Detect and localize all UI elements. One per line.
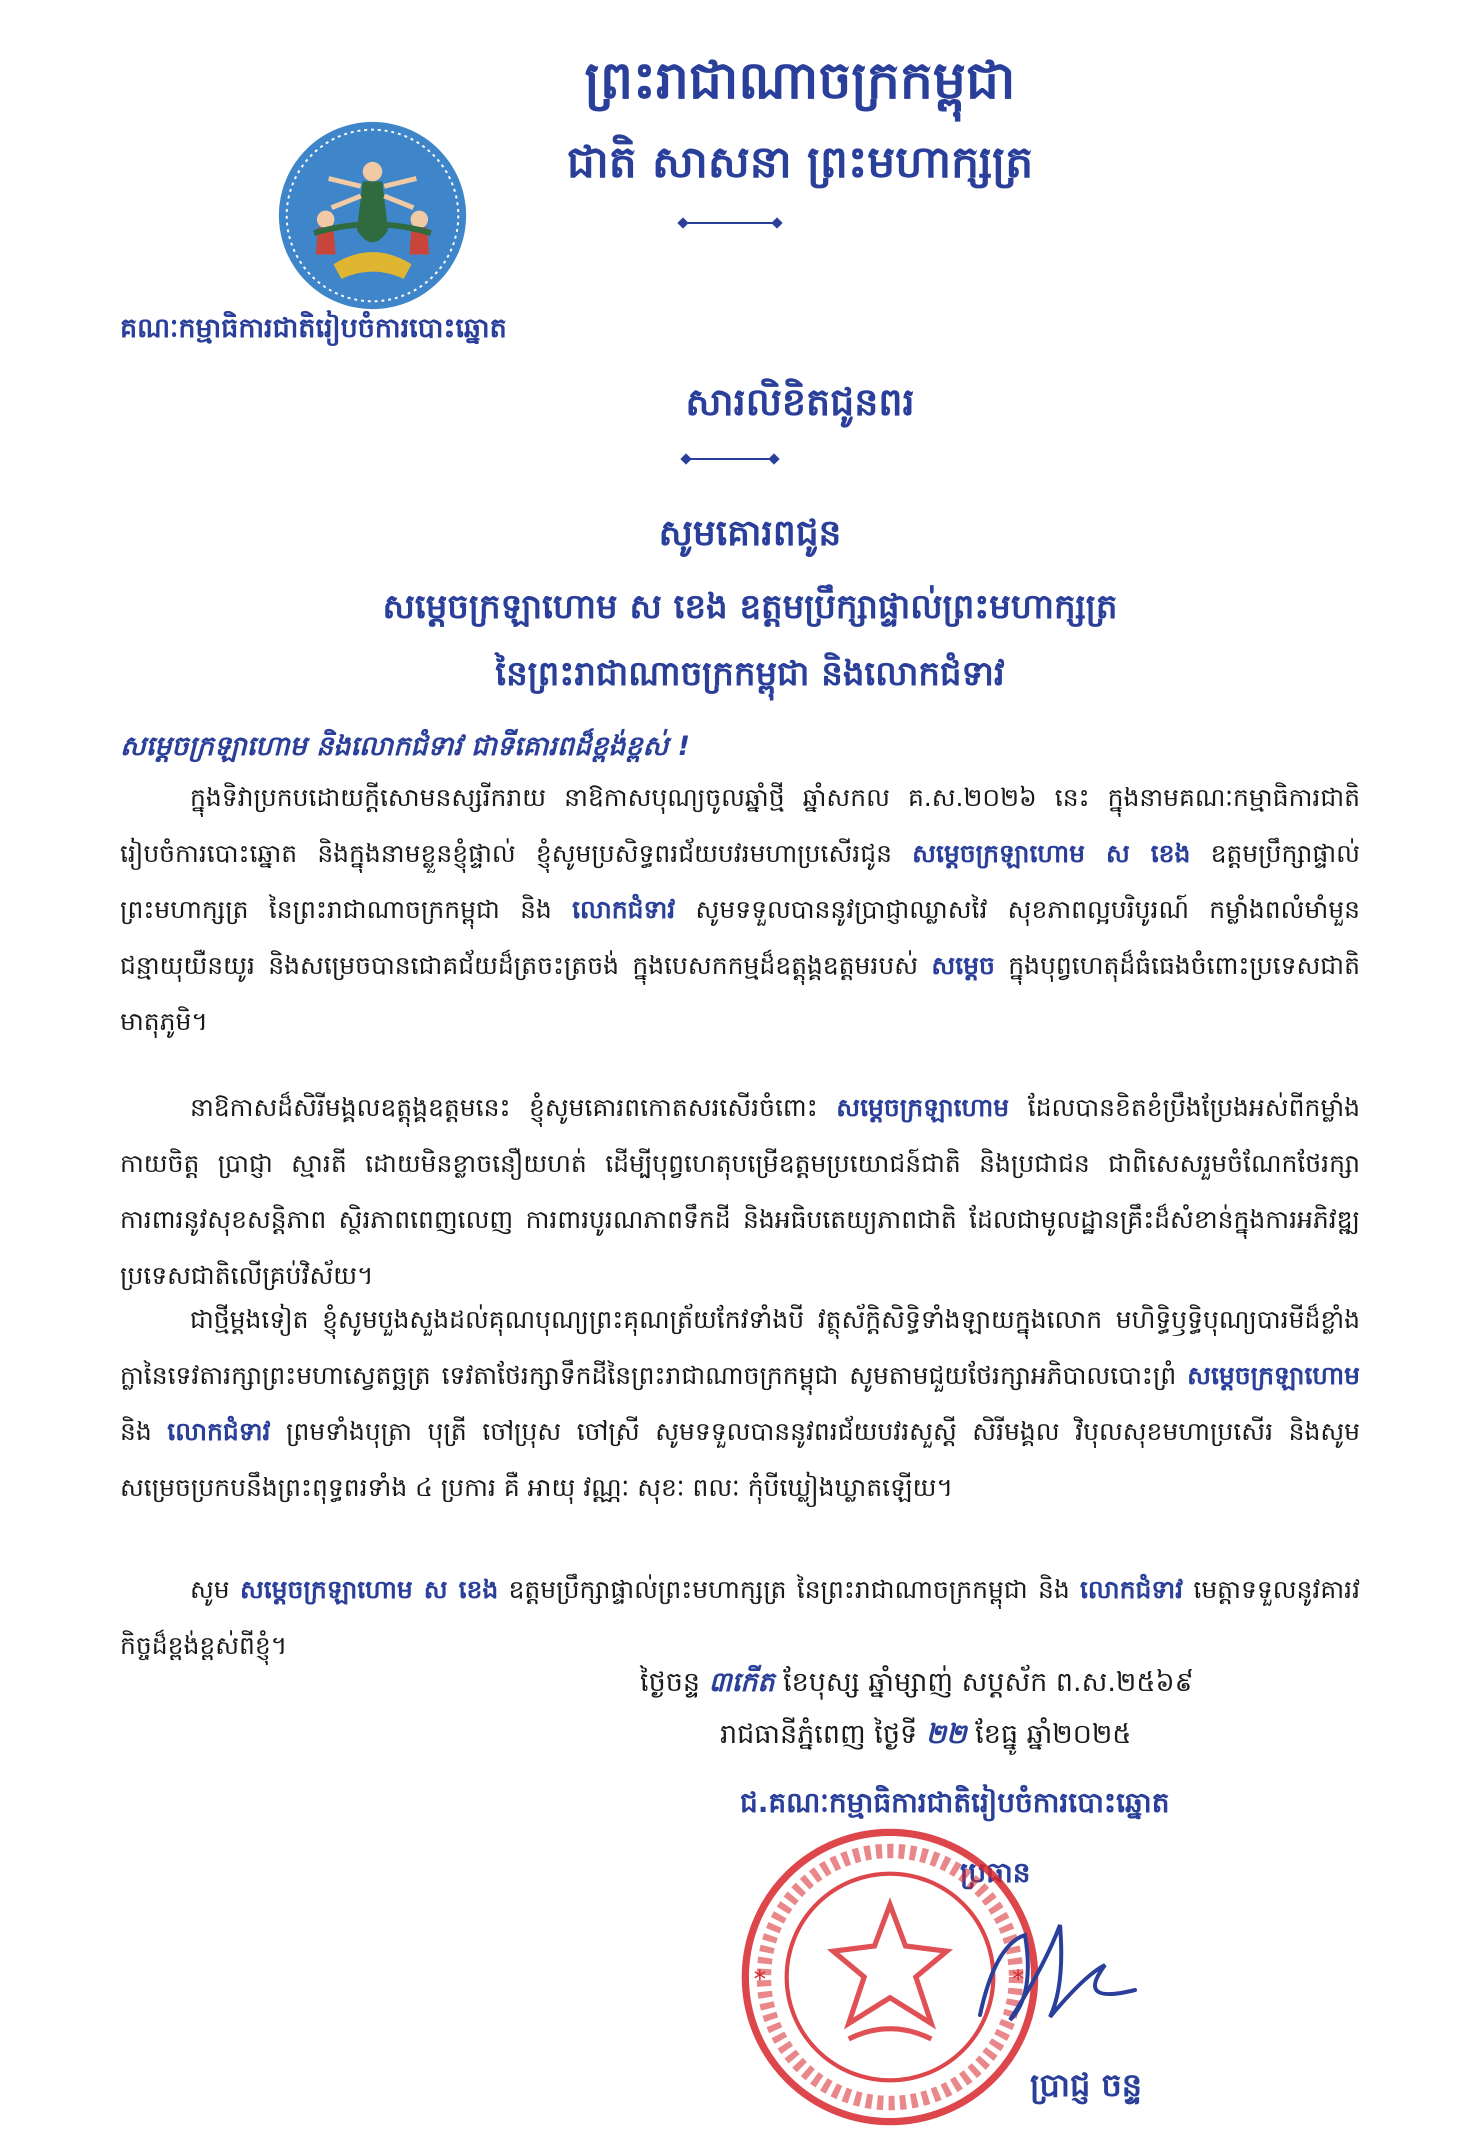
p1-text-4: ក្នុងបុព្វហេតុដ៏ធំធេងចំពោះប្រទេសជាតិមាតុភូមិ។ [120, 951, 1360, 1036]
p4-text-1: សូម [190, 1575, 240, 1604]
salutation: សម្តេចក្រឡាហោម និងលោកជំទាវ ជាទីគោរពដ៏ខ្ពង់ខ្ពស់ ! [120, 731, 690, 762]
lunar-year: ឆ្នាំម្សាញ់ សប្តស័ក ព.ស.២៥៦៩ [868, 1667, 1194, 1698]
lunar-date-prefix: ថ្ងៃចន្ទ [640, 1667, 709, 1698]
handwritten-signature [965, 1905, 1145, 2035]
p4-text-3: មេត្តាទទួលនូវគារវកិច្ចដ៏ខ្ពង់ខ្ពស់ពីខ្ញុំ។ [120, 1575, 1361, 1660]
signatory-organization: ជ.គណៈកម្មាធិការជាតិរៀបចំការបោះឆ្នោត [740, 1786, 1170, 1819]
p1-text-3: សូមទទួលបាននូវប្រាជ្ញាឈ្លាសវៃ សុខភាពល្អបរិបូរណ៍ កម្លាំងពលំមាំមួន ជន្មាយុយឺនយូរ និងសម្រេចបានជោគជ័យដ៏ត្រចះត្រចង់ ក្នុងបេសកកម្មដ៏ឧត្តុង្គឧត្តមរបស់ [120, 895, 1360, 980]
p3-text-1: ជាថ្មីម្តងទៀត ខ្ញុំសូមបួងសួងដល់គុណបុណ្យព្រះគុណត្រ័យកែវទាំងបី វត្ថុស័ក្តិសិទ្ធិទាំងឡាយក្នុងលោក មហិទ្ធិឫទ្ធិបុណ្យបារមីដ៏ខ្លាំងក្លានៃទេវតារក្សាព្រះមហាស្វេតច្ឆត្រ ទេវតាថែរក្សាទឹកដីនៃព្រះរាជាណាចក្រកម្ពុជា សូមតាមជួយថែរក្សាអភិបាលបោះព្រំ [120, 1305, 1360, 1390]
committee-name: គណៈកម្មាធិការជាតិរៀបចំការបោះឆ្នោត [120, 313, 507, 344]
p1-bold-2: លោកជំទាវ [572, 895, 676, 924]
kingdom-heading: ព្រះរាជាណាចក្រកម្ពុជា [584, 50, 1016, 111]
p1-text-1: ក្នុងទិវាប្រកបដោយក្តីសោមនស្សរីករាយ នាឱកាសបុណ្យចូលឆ្នាំថ្មី ឆ្នាំសកល គ.ស.២០២៦ នេះ ក្នុងនាមគណៈកម្មាធិការជាតិរៀបចំការបោះឆ្នោត និងក្នុងនាមខ្លួនខ្ញុំផ្ទាល់ ខ្ញុំសូមប្រសិទ្ធពរជ័យបវរមហាប្រសើរជូន [120, 783, 1360, 868]
body-paragraph-1 [120, 770, 1360, 1050]
body-paragraph-3 [120, 1292, 1360, 1516]
lunar-month: ខែបុស្ស [774, 1667, 869, 1698]
body-paragraph-4 [120, 1562, 1360, 1674]
signatory-name: ប្រាជ្ញ ចន្ទ [1030, 2066, 1143, 2104]
p4-bold-2: លោកជំទាវ [1079, 1575, 1184, 1604]
p2-bold-1: សម្តេចក្រឡាហោម [836, 1093, 1010, 1122]
p1-bold-1: សម្តេចក្រឡាហោម ស ខេង [912, 839, 1191, 868]
signatory-role: ប្រធាន [960, 1856, 1031, 1889]
lunar-date [640, 1666, 1400, 1705]
p1-text-2: ឧត្តមប្រឹក្សាផ្ទាល់ព្រះមហាក្សត្រ នៃព្រះរាជាណាចក្រកម្ពុជា និង [120, 839, 1360, 924]
nec-emblem-logo [275, 118, 470, 313]
p3-text-3: ព្រមទាំងបុត្រា បុត្រី ចៅប្រុស ចៅស្រី សូមទទួលបាននូវពរជ័យបវរសួស្តី សិរីមង្គល វិបុលសុខមហាប្រសើរ និងសូមសម្រេចប្រកបនឹងព្រះពុទ្ធពរទាំង ៤ ប្រការ គឺ អាយុ វណ្ណៈ សុខៈ ពលៈ កុំបីឃ្លៀងឃ្លាតឡើយ។ [120, 1417, 1360, 1502]
solar-date-suffix: ខែធ្នូ ឆ្នាំ២០២៥ [966, 1719, 1132, 1750]
body-paragraph-2 [120, 1080, 1360, 1304]
p4-text-2: ឧត្តមប្រឹក្សាផ្ទាល់ព្រះមហាក្សត្រ នៃព្រះរាជាណាចក្រកម្ពុជា និង [498, 1575, 1080, 1604]
svg-text:*: * [1011, 1964, 1025, 1994]
addressee-line-2: នៃព្រះរាជាណាចក្រកម្ពុជា និងលោកជំទាវ [495, 654, 1005, 694]
title-divider [688, 458, 772, 460]
p3-text-2: និង [120, 1417, 168, 1446]
solar-date-prefix: រាជធានីភ្នំពេញ ថ្ងៃទី [720, 1719, 926, 1750]
lunar-day-handwritten: ៣កើត [708, 1667, 775, 1698]
p3-bold-1: សម្តេចក្រឡាហោម [1187, 1361, 1360, 1390]
p3-bold-2: លោកជំទាវ [167, 1417, 271, 1446]
p2-text-2: ដែលបានខិតខំប្រឹងប្រែងអស់ពីកម្លាំងកាយចិត្ត ប្រាជ្ញា ស្មារតី ដោយមិនខ្លាចនឿយហត់ ដើម្បីបុព្វហេតុបម្រើឧត្តមប្រយោជន៍ជាតិ និងប្រជាជន ជាពិសេសរួមចំណែកថែរក្សាការពារនូវសុខសន្តិភាព ស្ថិរភាពពេញលេញ ការពារបូរណភាពទឹកដី និងអធិបតេយ្យភាពជាតិ ដែលជាមូលដ្ឋានគ្រឹះដ៏សំខាន់ក្នុងការអភិវឌ្ឍប្រទេសជាតិលើគ្រប់វិស័យ។ [120, 1093, 1360, 1290]
p4-bold-1: សម្តេចក្រឡាហោម ស ខេង [239, 1575, 499, 1604]
solar-date [720, 1718, 1320, 1757]
letter-title: សារលិខិតជូនពរ [685, 379, 915, 424]
header-divider [685, 222, 775, 224]
svg-text:*: * [753, 1964, 767, 1994]
solar-day-handwritten: ២២ [925, 1719, 967, 1750]
p1-bold-3: សម្តេច [931, 951, 995, 980]
addressee-line-1: សម្តេចក្រឡាហោម ស ខេង ឧត្តមប្រឹក្សាផ្ទាល់ព្រះមហាក្សត្រ [382, 587, 1118, 627]
national-motto: ជាតិ សាសនា ព្រះមហាក្សត្រ [566, 137, 1034, 188]
p2-text-1: នាឱកាសដ៏សិរីមង្គលឧត្តុង្គឧត្តមនេះ ខ្ញុំសូមគោរពកោតសរសើរចំពោះ [190, 1093, 837, 1122]
addressee-intro: សូមគោរពជូន [658, 513, 842, 554]
